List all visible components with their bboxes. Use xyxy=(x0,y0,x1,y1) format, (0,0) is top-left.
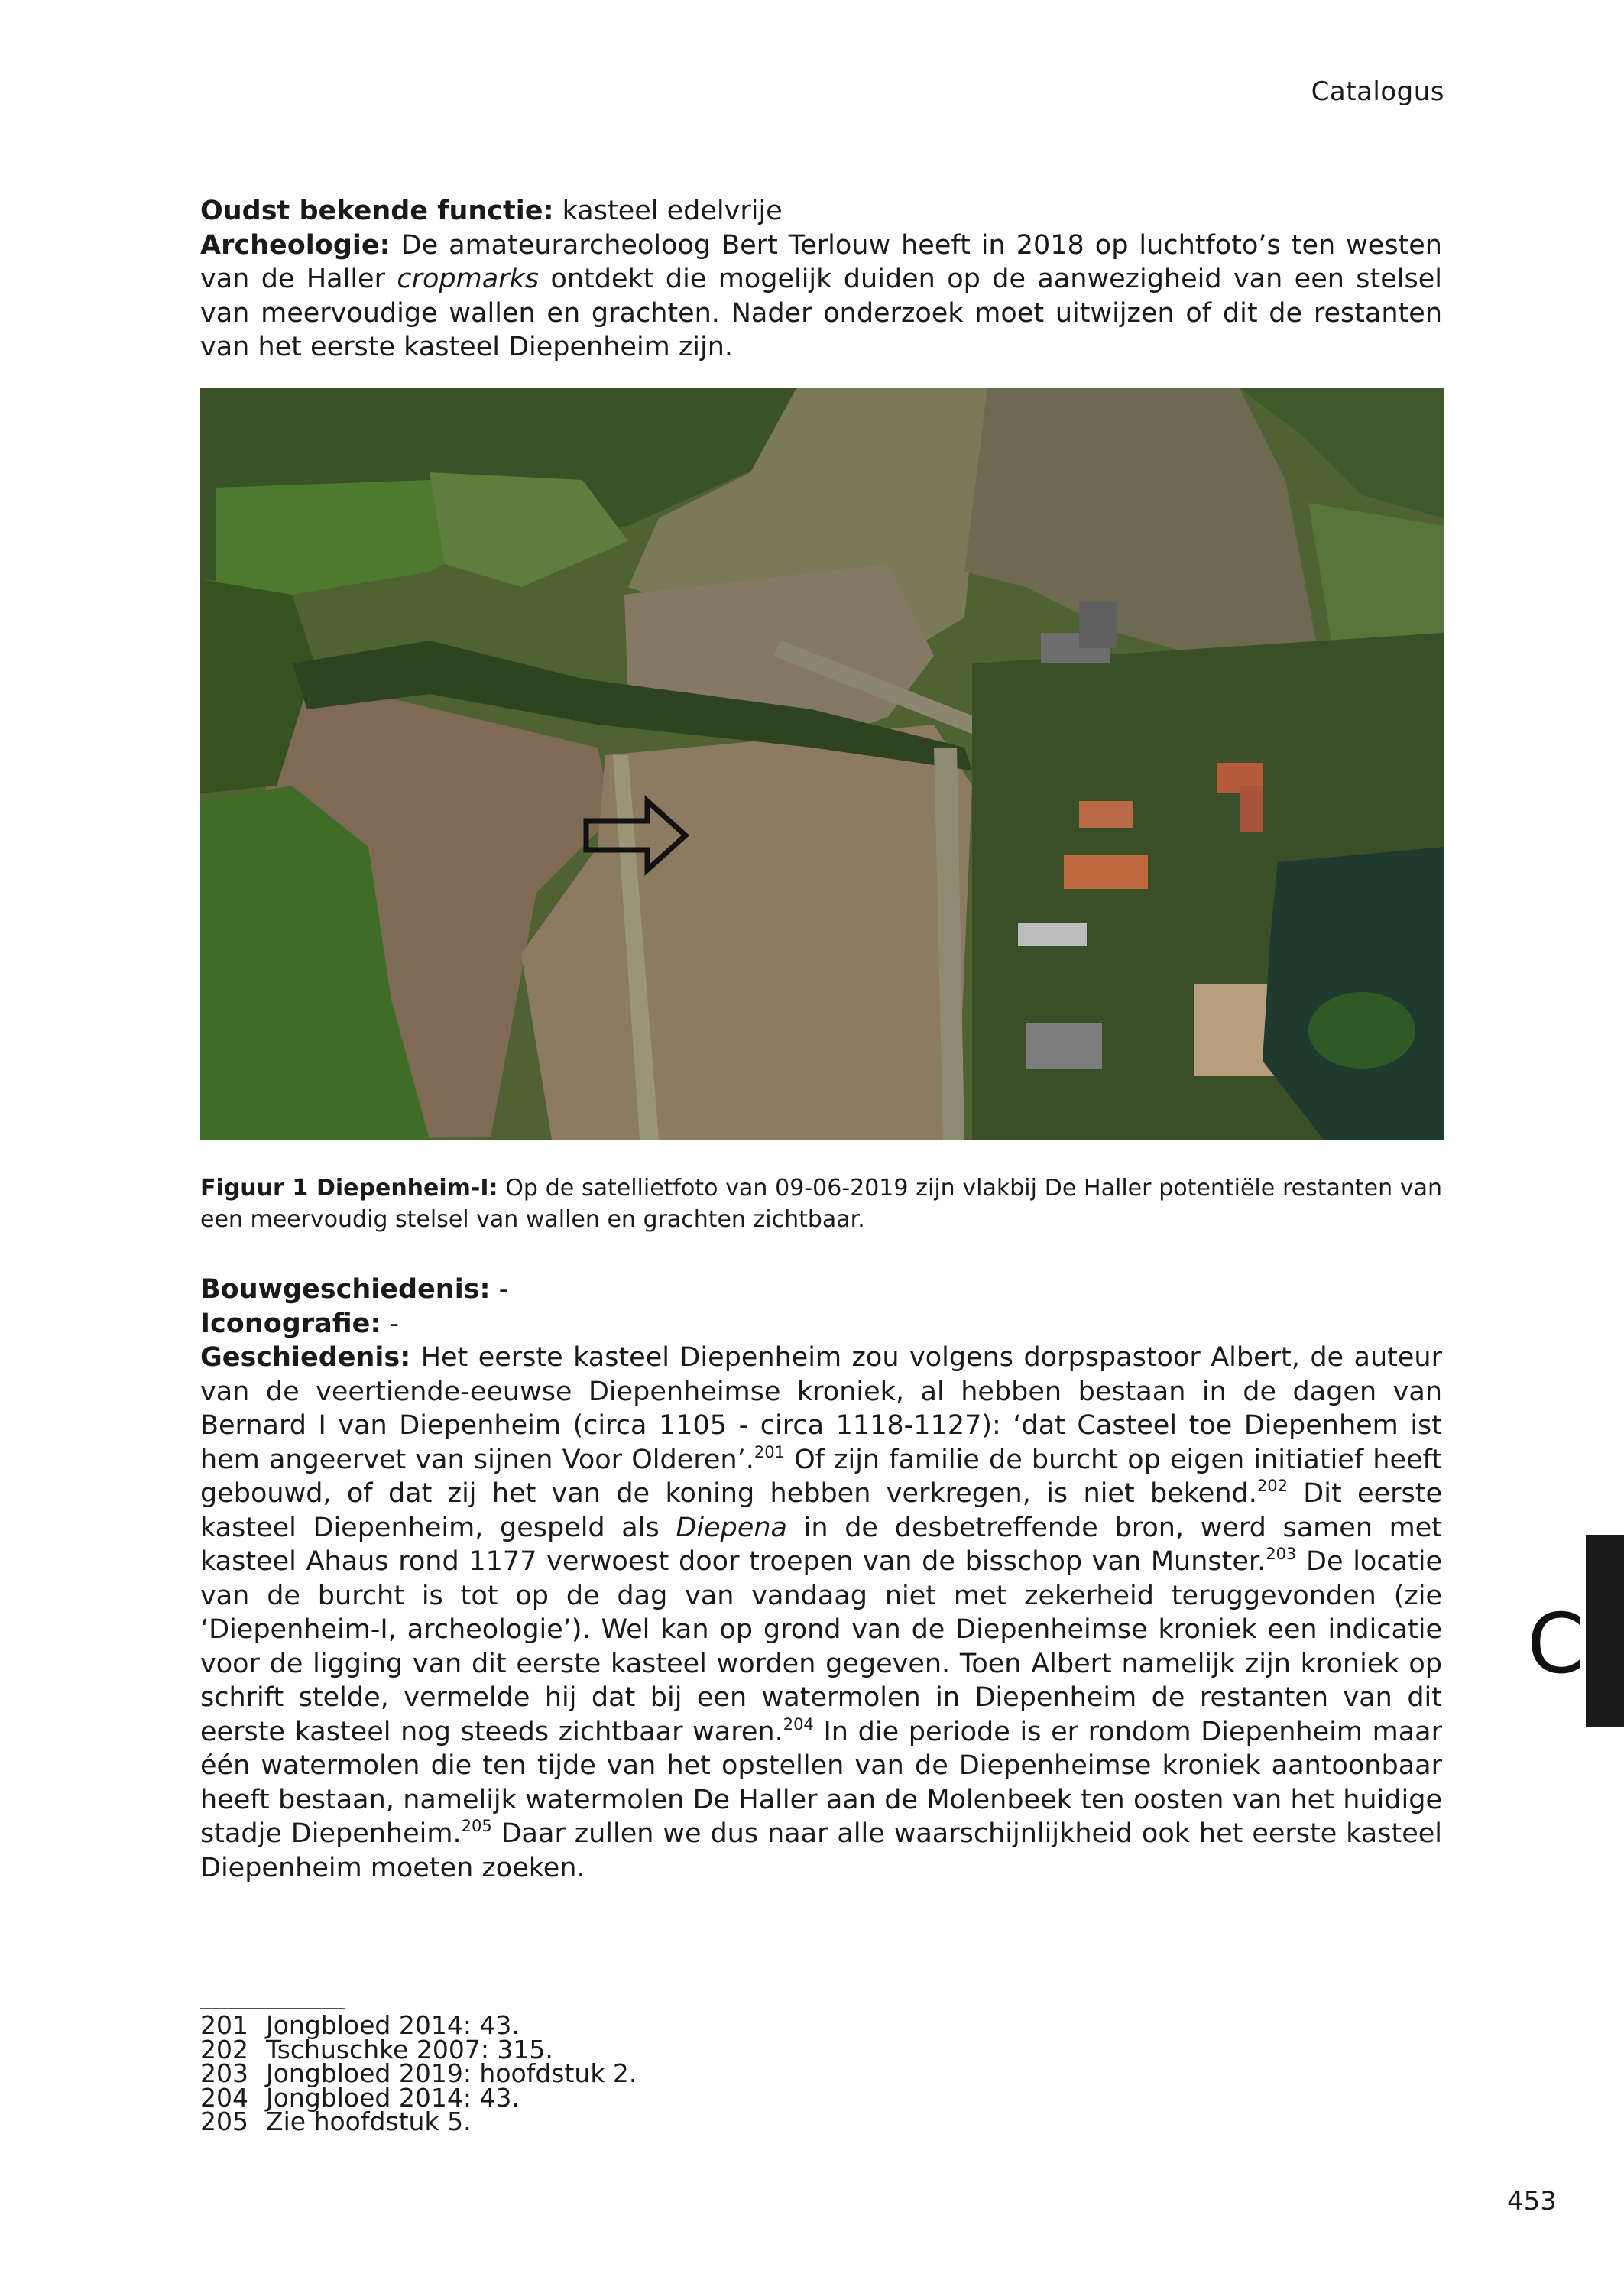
building-history-value: - xyxy=(490,1274,509,1305)
footnote-ref-204[interactable]: 204 xyxy=(783,1714,814,1734)
footnote-item xyxy=(200,2010,637,2040)
function-value: kasteel edelvrije xyxy=(553,196,783,226)
footnote-number: 203 xyxy=(200,2058,248,2088)
footnote-number: 201 xyxy=(200,2010,248,2040)
function-label: Oudst bekende functie: xyxy=(200,196,554,226)
footnote-item xyxy=(200,2107,637,2136)
iconography-paragraph xyxy=(200,1307,1442,1341)
section-tab-marker xyxy=(1586,1535,1624,1727)
building-history-paragraph xyxy=(200,1273,1442,1307)
footnote-number: 204 xyxy=(200,2082,248,2113)
history-text-1: Het eerste kasteel Diepenheim zou volgens dorpspastoor Albert, de auteur van de veertiende-eeuwse Diepenheimse kroniek, al hebben bestaan in de dagen van Bernard I van Diepenheim (circa 1105 - circa 1118-1127): ‘dat Casteel toe Diepenhem ist hem angeervet van sijnen Voor Olderen’. xyxy=(200,1342,1442,1475)
footnote-text: Jongbloed 2014: 43. xyxy=(266,2082,520,2113)
iconography-label: Iconografie: xyxy=(200,1308,381,1339)
section-letter: C xyxy=(1527,1597,1585,1692)
archeology-text-end: ontdekt die mogelijk duiden op de aanwezigheid van een stelsel van meervoudige wallen en grachten. Nader onderzoek moet uitwijzen of dit de restanten van het eerste kasteel Diepenheim zijn. xyxy=(200,264,1442,362)
archeology-text: De amateurarcheoloog Bert Terlouw heeft in 2018 op luchtfoto’s ten westen van de Haller xyxy=(200,229,1442,294)
footnote-ref-205[interactable]: 205 xyxy=(461,1817,492,1835)
history-text-4: in de desbetreffende bron, werd samen met kasteel Ahaus rond 1177 verwoest door troepen van de bisschop van Munster. xyxy=(200,1512,1443,1577)
footnote-divider xyxy=(200,2008,345,2009)
footnote-text: Zie hoofdstuk 5. xyxy=(266,2107,472,2136)
footnote-text: Jongbloed 2019: hoofdstuk 2. xyxy=(266,2058,637,2088)
history-emphasis: Diepena xyxy=(676,1512,787,1543)
intro-section xyxy=(200,194,1442,365)
footnote-ref-203[interactable]: 203 xyxy=(1266,1545,1297,1563)
footnote-number: 205 xyxy=(200,2107,248,2136)
footnote-number: 202 xyxy=(200,2034,248,2064)
history-text-3: Dit eerste kasteel Diepenheim, gespeld als xyxy=(200,1478,1442,1543)
satellite-photo-drawing xyxy=(200,388,1444,1140)
history-label: Geschiedenis: xyxy=(200,1342,411,1373)
footnote-ref-202[interactable]: 202 xyxy=(1256,1477,1288,1495)
history-section xyxy=(200,1273,1442,1885)
building-history-label: Bouwgeschiedenis: xyxy=(200,1274,491,1305)
figure-caption xyxy=(200,1172,1442,1235)
iconography-value: - xyxy=(381,1308,400,1339)
archeology-label: Archeologie: xyxy=(200,229,391,261)
figure-caption-text: Op de satellietfoto van 09-06-2019 zijn vlakbij De Haller potentiële restanten van een meervoudig stelsel van wallen en grachten zichtbaar. xyxy=(200,1175,1443,1233)
function-paragraph xyxy=(200,194,1442,229)
figure-caption-label: Figuur 1 Diepenheim-I: xyxy=(200,1175,498,1202)
archeology-paragraph xyxy=(200,229,1442,365)
footnote-ref-201[interactable]: 201 xyxy=(754,1442,785,1461)
page-number: 453 xyxy=(1507,2186,1557,2217)
footnote-text: Tschuschke 2007: 315. xyxy=(266,2034,553,2064)
archeology-emphasis: cropmarks xyxy=(397,264,540,294)
history-text-2: Of zijn familie de burcht op eigen initiatief heeft gebouwd, of dat zij het van de koning hebben verkregen, is niet bekend. xyxy=(200,1444,1442,1509)
satellite-photo xyxy=(200,388,1444,1140)
footnotes-list xyxy=(200,2010,637,2136)
history-text-7: Daar zullen we dus naar alle waarschijnlijkheid ook het eerste kasteel Diepenheim moeten zoeken. xyxy=(200,1818,1442,1883)
history-paragraph xyxy=(200,1341,1442,1885)
history-text-6: In die periode is er rondom Diepenheim maar één watermolen die ten tijde van het opstellen van de Diepenheimse kroniek aantoonbaar heeft bestaan, namelijk watermolen De Haller aan de Molenbeek ten oosten van het huidige stadje Diepenheim. xyxy=(200,1716,1443,1849)
running-header: Catalogus xyxy=(1311,76,1444,107)
footnote-item xyxy=(200,2058,637,2088)
footnote-text: Jongbloed 2014: 43. xyxy=(266,2010,520,2040)
history-text-5: De locatie van de burcht is tot op de dag van vandaag niet met zekerheid teruggevonden (zie ‘Diepenheim-I, archeologie’). Wel kan op grond van de Diepenheimse kroniek een indicatie voor de ligging van dit eerste kasteel worden gegeven. Toen Albert namelijk zijn kroniek op schrift stelde, vermelde hij dat bij een watermolen in Diepenheim de restanten van dit eerste kasteel nog steeds zichtbaar waren. xyxy=(200,1546,1443,1747)
